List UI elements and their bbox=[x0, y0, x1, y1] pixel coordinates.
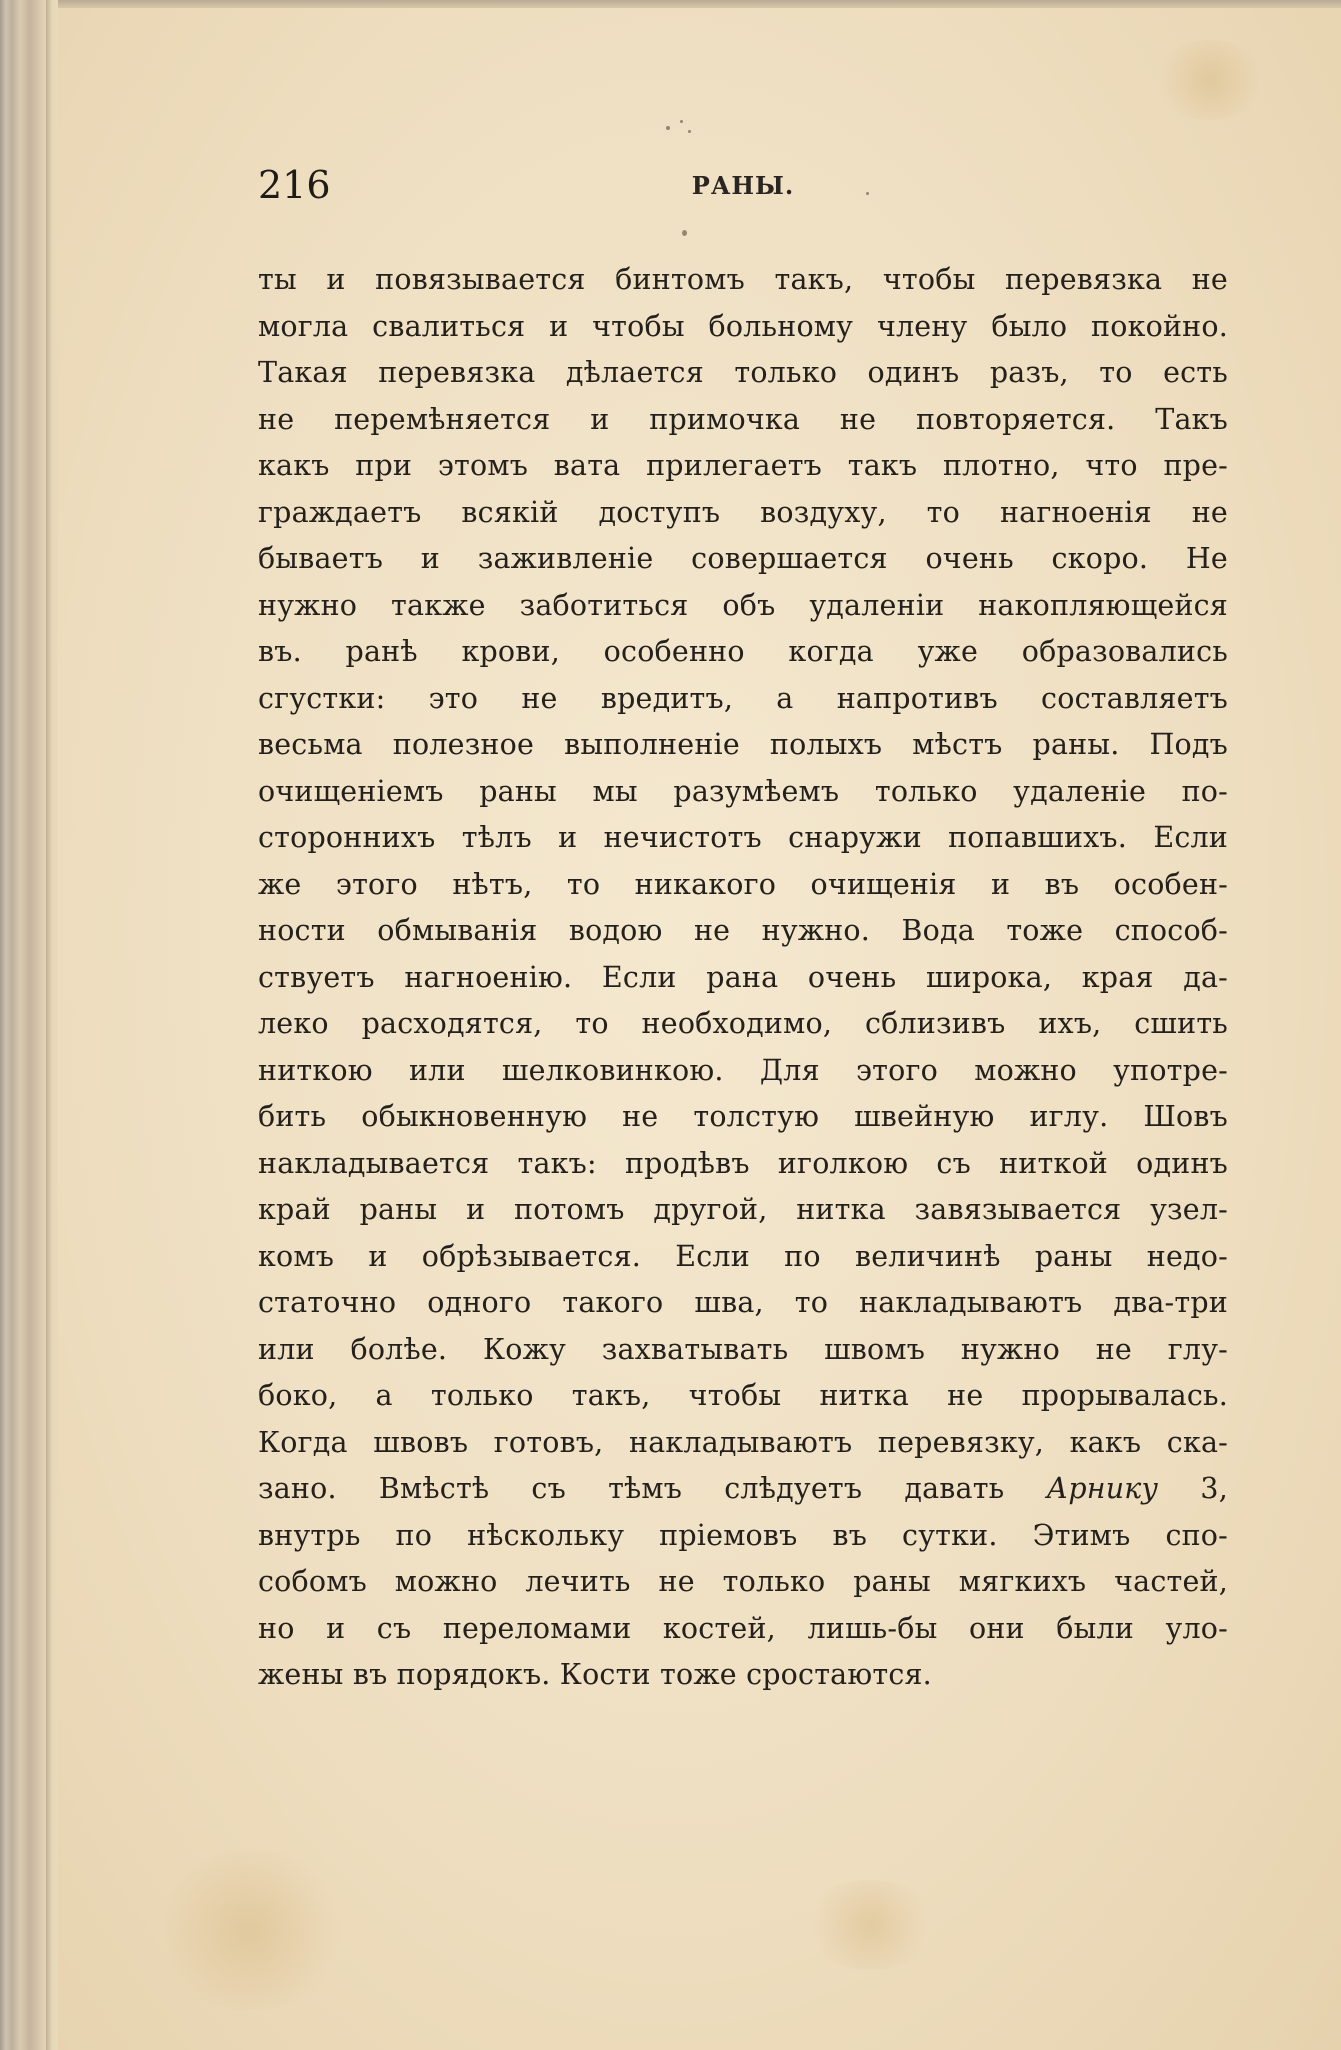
text-line: ниткою или шелковинкою. Для этого можно употре- bbox=[258, 1053, 1228, 1087]
text-line: нужно также заботиться объ удаленіи накопляющейся bbox=[258, 588, 1228, 622]
text-line: внутрь по нѣскольку пріемовъ въ сутки. Этимъ спо- bbox=[258, 1518, 1228, 1552]
text-line: комъ и обрѣзывается. Если по величинѣ раны недо- bbox=[258, 1239, 1228, 1273]
text-line: ности обмыванія водою не нужно. Вода тоже способ- bbox=[258, 914, 1228, 947]
text-line: весьма полезное выполненіе полыхъ мѣстъ раны. Подъ bbox=[258, 728, 1228, 761]
page-number: 216 bbox=[258, 163, 331, 207]
paper-stain bbox=[150, 1850, 350, 2010]
ink-speck bbox=[682, 230, 687, 236]
running-title: РАНЫ. bbox=[691, 171, 795, 200]
text-line: леко расходятся, то необходимо, сблизивъ ихъ, сшить bbox=[258, 1007, 1228, 1040]
text-line: бить обыкновенную не толстую швейную иглу. Шовъ bbox=[258, 1100, 1228, 1133]
text-line: бываетъ и заживленіе совершается очень скоро. Не bbox=[258, 542, 1228, 575]
ink-speck bbox=[666, 126, 670, 130]
text-line: собомъ можно лечить не только раны мягкихъ частей, bbox=[258, 1565, 1228, 1598]
text-line: не перемѣняется и примочка не повторяется. Такъ bbox=[258, 402, 1228, 436]
text-line: ствуетъ нагноенію. Если рана очень широка, края да- bbox=[258, 960, 1228, 994]
body-text bbox=[258, 257, 1228, 1699]
text-line: какъ при этомъ вата прилегаетъ такъ плотно, что пре- bbox=[258, 449, 1228, 482]
text-line: очищеніемъ раны мы разумѣемъ только удаленіе по- bbox=[258, 774, 1228, 808]
page-top-edge bbox=[0, 0, 1341, 8]
text-line: но и съ переломами костей, лишь-бы они были уло- bbox=[258, 1611, 1228, 1645]
text-segment: зано. Вмѣстѣ съ тѣмъ слѣдуетъ давать bbox=[258, 1472, 1005, 1505]
ink-speck bbox=[688, 130, 691, 133]
text-line: или болѣе. Кожу захватывать швомъ нужно не глу- bbox=[258, 1332, 1228, 1366]
paper-stain bbox=[1150, 40, 1270, 120]
running-head bbox=[258, 160, 1228, 210]
paper-stain bbox=[800, 1880, 940, 1970]
binding-shadow bbox=[46, 0, 52, 2050]
text-line: въ. ранѣ крови, особенно когда уже образовались bbox=[258, 635, 1228, 668]
text-segment: 3, bbox=[1158, 1472, 1228, 1505]
text-line: Такая перевязка дѣлается только одинъ разъ, то есть bbox=[258, 356, 1228, 389]
text-line-with-italic bbox=[258, 1466, 1228, 1513]
text-line: статочно одного такого шва, то накладываютъ два-три bbox=[258, 1286, 1228, 1319]
text-line: стороннихъ тѣлъ и нечистотъ снаружи попавшихъ. Если bbox=[258, 821, 1228, 854]
text-line: сгустки: это не вредитъ, а напротивъ составляетъ bbox=[258, 681, 1228, 715]
text-line: ты и повязывается бинтомъ такъ, чтобы перевязка не bbox=[258, 263, 1228, 296]
text-line: жены въ порядокъ. Кости тоже сростаются. bbox=[258, 1658, 932, 1691]
text-line: могла свалиться и чтобы больному члену было покойно. bbox=[258, 309, 1228, 343]
ink-speck bbox=[680, 120, 683, 123]
text-line: край раны и потомъ другой, нитка завязывается узел- bbox=[258, 1193, 1228, 1226]
text-line: Когда швовъ готовъ, накладываютъ перевязку, какъ ска- bbox=[258, 1425, 1228, 1459]
text-line: граждаетъ всякій доступъ воздуху, то нагноенія не bbox=[258, 495, 1228, 529]
text-line: накладывается такъ: продѣвъ иголкою съ ниткой одинъ bbox=[258, 1146, 1228, 1180]
text-line: же этого нѣтъ, то никакого очищенія и въ особен- bbox=[258, 867, 1228, 901]
italic-word: Арнику bbox=[1046, 1472, 1159, 1505]
text-line: боко, а только такъ, чтобы нитка не прорывалась. bbox=[258, 1379, 1228, 1412]
